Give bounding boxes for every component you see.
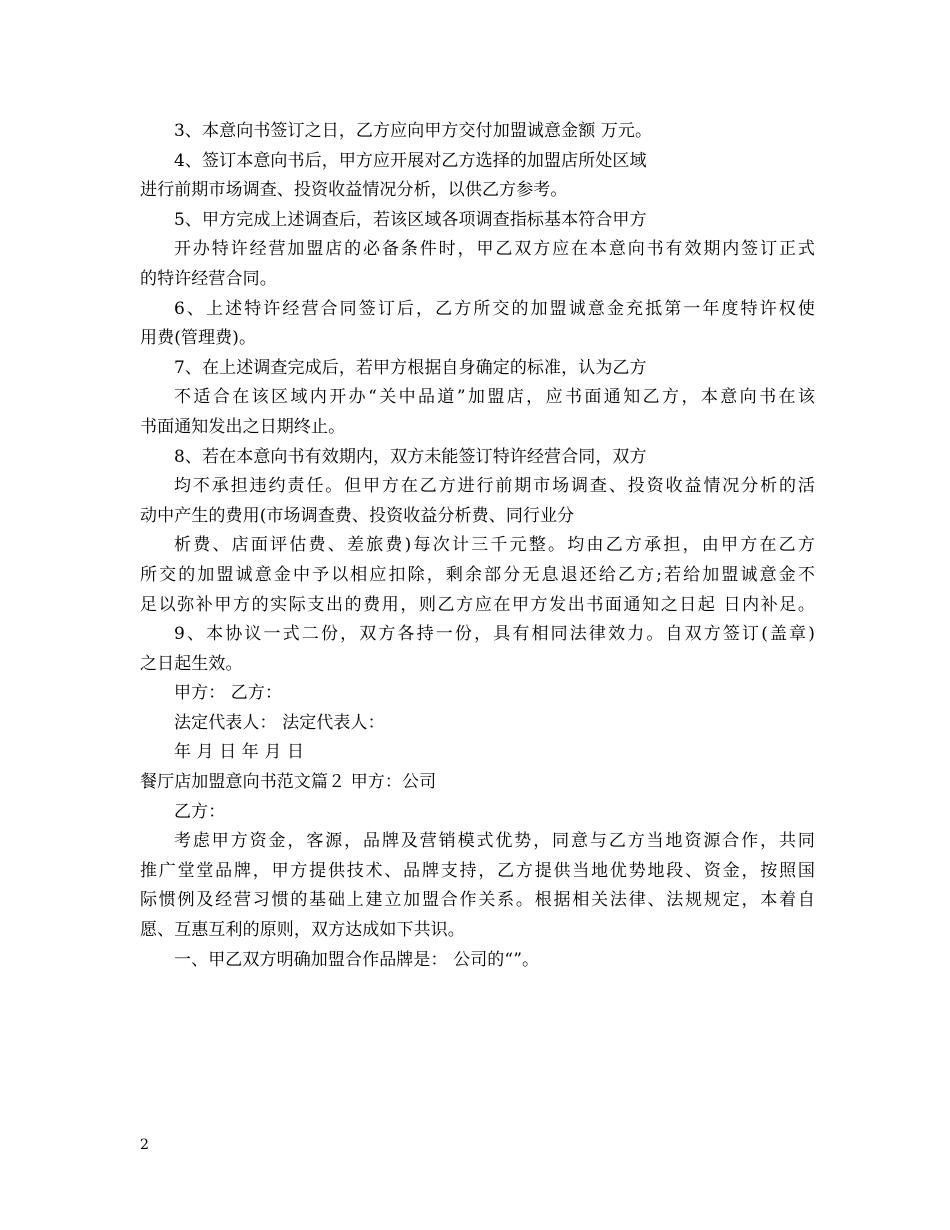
clause-8-line-1: 8、若在本意向书有效期内，双方未能签订特许经营合同，双方	[174, 446, 647, 467]
clause-6-line-2: 用费(管理费)。	[140, 328, 257, 349]
clause-8-line-5: 所交的加盟诚意金中予以相应扣除，剩余部分无息退还给乙方;若给加盟诚意金不	[140, 564, 815, 585]
article-1-line-1: 一、甲乙双方明确加盟合作品牌是： 公司的“”。	[174, 949, 540, 970]
clause-6-line-1: 6、上述特许经营合同签订后，乙方所交的加盟诚意金充抵第一年度特许权使	[174, 298, 815, 319]
clause-8-line-3: 动中产生的费用(市场调查费、投资收益分析费、同行业分	[140, 505, 575, 526]
clause-8-line-6: 足以弥补甲方的实际支出的费用，则乙方应在甲方发出书面通知之日起 日内补足。	[140, 594, 815, 615]
preamble-line-1: 考虑甲方资金，客源，品牌及营销模式优势，同意与乙方当地资源合作，共同	[174, 831, 815, 852]
clause-5-line-1: 5、甲方完成上述调查后，若该区域各项调查指标基本符合甲方	[174, 209, 647, 230]
preamble-line-2: 推广堂堂品牌，甲方提供技术、品牌支持，乙方提供当地优势地段、资金，按照国	[140, 860, 815, 881]
party-labels: 甲方： 乙方：	[174, 683, 283, 704]
representative-labels: 法定代表人： 法定代表人：	[174, 712, 385, 733]
clause-3-line-1: 3、本意向书签订之日，乙方应向甲方交付加盟诚意金额 万元。	[174, 121, 653, 141]
clause-7-line-1: 7、在上述调查完成后，若甲方根据自身确定的标准，认为乙方	[174, 357, 647, 378]
clause-5-line-3: 的特许经营合同。	[140, 268, 277, 289]
clause-5-line-2: 开办特许经营加盟店的必备条件时，甲乙双方应在本意向书有效期内签订正式	[174, 239, 815, 260]
clause-4-line-1: 4、签订本意向书后，甲方应开展对乙方选择的加盟店所处区域	[174, 150, 647, 171]
clause-9-line-2: 之日起生效。	[140, 653, 243, 674]
clause-4-line-2: 进行前期市场调查、投资收益情况分析，以供乙方参考。	[140, 180, 568, 201]
clause-8-line-2: 均不承担违约责任。但甲方在乙方进行前期市场调查、投资收益情况分析的活	[174, 476, 815, 497]
section-2-heading: 餐厅店加盟意向书范文篇２ 甲方：公司	[140, 772, 437, 793]
document-body	[140, 117, 815, 975]
preamble-line-3: 际惯例及经营习惯的基础上建立加盟合作关系。根据相关法律、法规规定，本着自	[140, 890, 815, 911]
clause-7-line-2: 不适合在该区域内开办“关中品道”加盟店，应书面通知乙方，本意向书在该	[174, 387, 815, 408]
clause-7-line-3: 书面通知发出之日期终止。	[140, 416, 346, 437]
preamble-line-4: 愿、互惠互利的原则，双方达成如下共识。	[140, 920, 465, 941]
page-number: 2	[140, 1137, 149, 1153]
party-b-label: 乙方：	[174, 801, 226, 822]
date-labels: 年 月 日 年 月 日	[174, 742, 305, 763]
clause-9-line-1: 9、本协议一式二份，双方各持一份，具有相同法律效力。自双方签订(盖章)	[174, 624, 815, 645]
clause-8-line-4: 析费、店面评估费、差旅费)每次计三千元整。均由乙方承担，由甲方在乙方	[174, 535, 815, 556]
